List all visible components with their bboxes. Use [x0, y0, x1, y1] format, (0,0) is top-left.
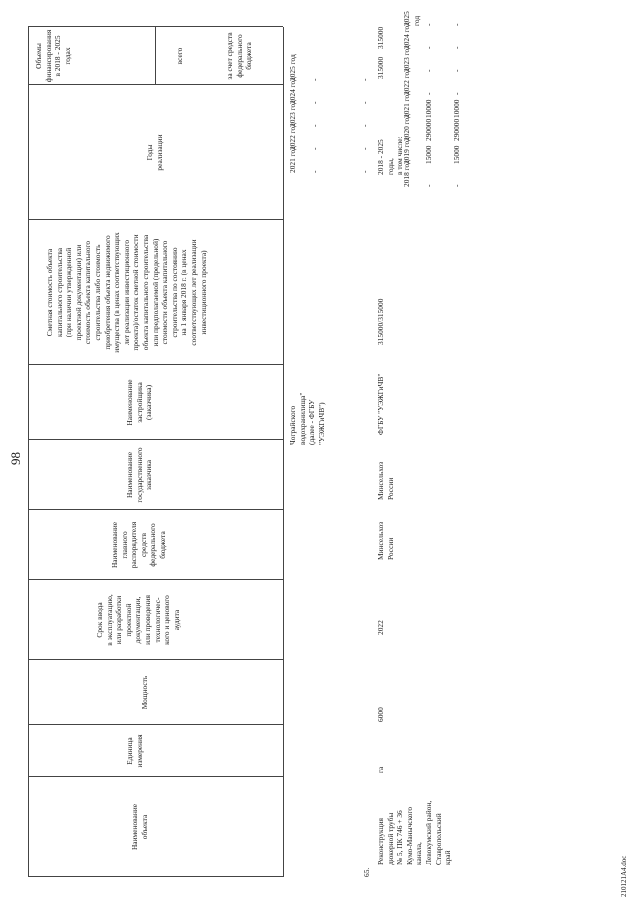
main-manager-value: Минсельхоз России: [376, 521, 395, 560]
federal-value: 15000: [452, 145, 461, 164]
total-value: -: [310, 124, 319, 127]
state-customer-value: Минсельхоз России: [376, 461, 395, 500]
header-years: Годы реализации: [145, 134, 164, 171]
federal-value: -: [452, 69, 461, 72]
federal-value: -: [360, 170, 369, 173]
total-value: -: [310, 147, 319, 150]
unit-value: га: [376, 766, 385, 773]
top-developer-text: Чограйского водохранилища" (далее - ФГБУ "УЭЖГиЧВ"): [288, 392, 326, 445]
federal-value: -: [360, 101, 369, 104]
header-estimated-cost: Сметная стоимость объекта капитального строительства (при наличии утвержденной проектной документации) или стоимость объекта капитального строительства либо стоимость приобретения объекта недвижимого имущества (в ценах соответствующих лет реализации инвестиционного проекта)/остаток сметной стоимости объекта капитального строительства или предполагаемой (предельной) стоимости объекта капитального строительства по состоянию на 1 января 2018 г. (в ценах соответствующих лет реализации инвестиционного проекта): [45, 232, 208, 353]
federal-value: -: [452, 184, 461, 187]
federal-value: -: [452, 92, 461, 95]
year-label: 2022 год: [288, 123, 297, 150]
footer-filename: 210121A4.doc: [620, 855, 628, 897]
total-value: -: [424, 92, 433, 95]
capacity-value: 6000: [376, 707, 385, 722]
header-object-name: Наименование объекта: [130, 803, 149, 851]
row-number: 65.: [362, 867, 371, 877]
year-label: 2019 год: [402, 137, 411, 164]
table-line: [28, 876, 283, 877]
total-value: 15000: [424, 145, 433, 164]
year-label: 2023 год: [402, 45, 411, 72]
federal-value: 10000: [452, 99, 461, 118]
header-developer: Наименование застройщика (заказчика): [125, 379, 154, 426]
estimated-cost-value: 315000/315000: [376, 298, 385, 345]
page-number: 98: [8, 452, 23, 465]
table-line: [28, 776, 283, 777]
range-total-value: 315000: [376, 56, 385, 79]
federal-value: -: [452, 46, 461, 49]
range-federal-value: 315000: [376, 26, 385, 49]
header-main-manager: Наименование главного распорядителя средств федерального бюджета: [110, 521, 167, 569]
total-value: -: [310, 78, 319, 81]
year-label: 2020 год: [402, 114, 411, 141]
federal-value: -: [360, 78, 369, 81]
total-value: 10000: [424, 99, 433, 118]
total-value: -: [424, 23, 433, 26]
year-label: 2025 год: [288, 54, 297, 81]
header-commission-date: Срок ввода в эксплуатацию, или разработки проектной документации, или проведения технологичес- кого и ценового аудита: [95, 594, 181, 646]
federal-value: 290000: [452, 118, 461, 141]
table-line: [28, 724, 283, 725]
year-label: 2018 год: [402, 160, 411, 187]
year-label: 2025 год: [402, 11, 421, 26]
developer-value: ФГБУ "УЭЖГиЧВ": [376, 373, 385, 435]
table-line: [283, 27, 284, 877]
total-value: -: [310, 170, 319, 173]
year-label: 2024 год: [288, 77, 297, 104]
object-name: Реконструкция дюкерной трубы № 5, ПК 746 + 36 Кумо-Манычского канала, Левокумский район, Ставропольский край: [376, 800, 453, 865]
table-line: [155, 27, 156, 85]
header-total: всего: [175, 47, 184, 65]
table-line: [28, 439, 283, 440]
year-label: 2021 год: [288, 146, 297, 173]
header-state-customer: Наименование государственного заказчика: [125, 447, 154, 503]
year-label: 2023 год: [288, 100, 297, 127]
federal-value: -: [360, 147, 369, 150]
year-label: 2024 год: [402, 22, 411, 49]
total-value: -: [424, 46, 433, 49]
years-range: 2018 - 2025 годы, в том числе:: [376, 136, 405, 175]
header-funding-group: Объемы финансирования в 2018 - 2025 годах: [34, 29, 72, 83]
table-line: [28, 27, 29, 877]
total-value: -: [310, 101, 319, 104]
federal-value: -: [452, 23, 461, 26]
federal-value: -: [360, 124, 369, 127]
header-unit: Единица измерения: [125, 734, 144, 768]
total-value: -: [424, 184, 433, 187]
header-capacity: Мощность: [140, 675, 149, 710]
total-value: 290000: [424, 118, 433, 141]
year-label: 2022 год: [402, 68, 411, 95]
total-value: -: [424, 69, 433, 72]
header-federal: за счет средств федерального бюджета: [225, 32, 254, 80]
commission-date-value: 2022: [376, 620, 385, 635]
year-label: 2021 год: [402, 91, 411, 118]
